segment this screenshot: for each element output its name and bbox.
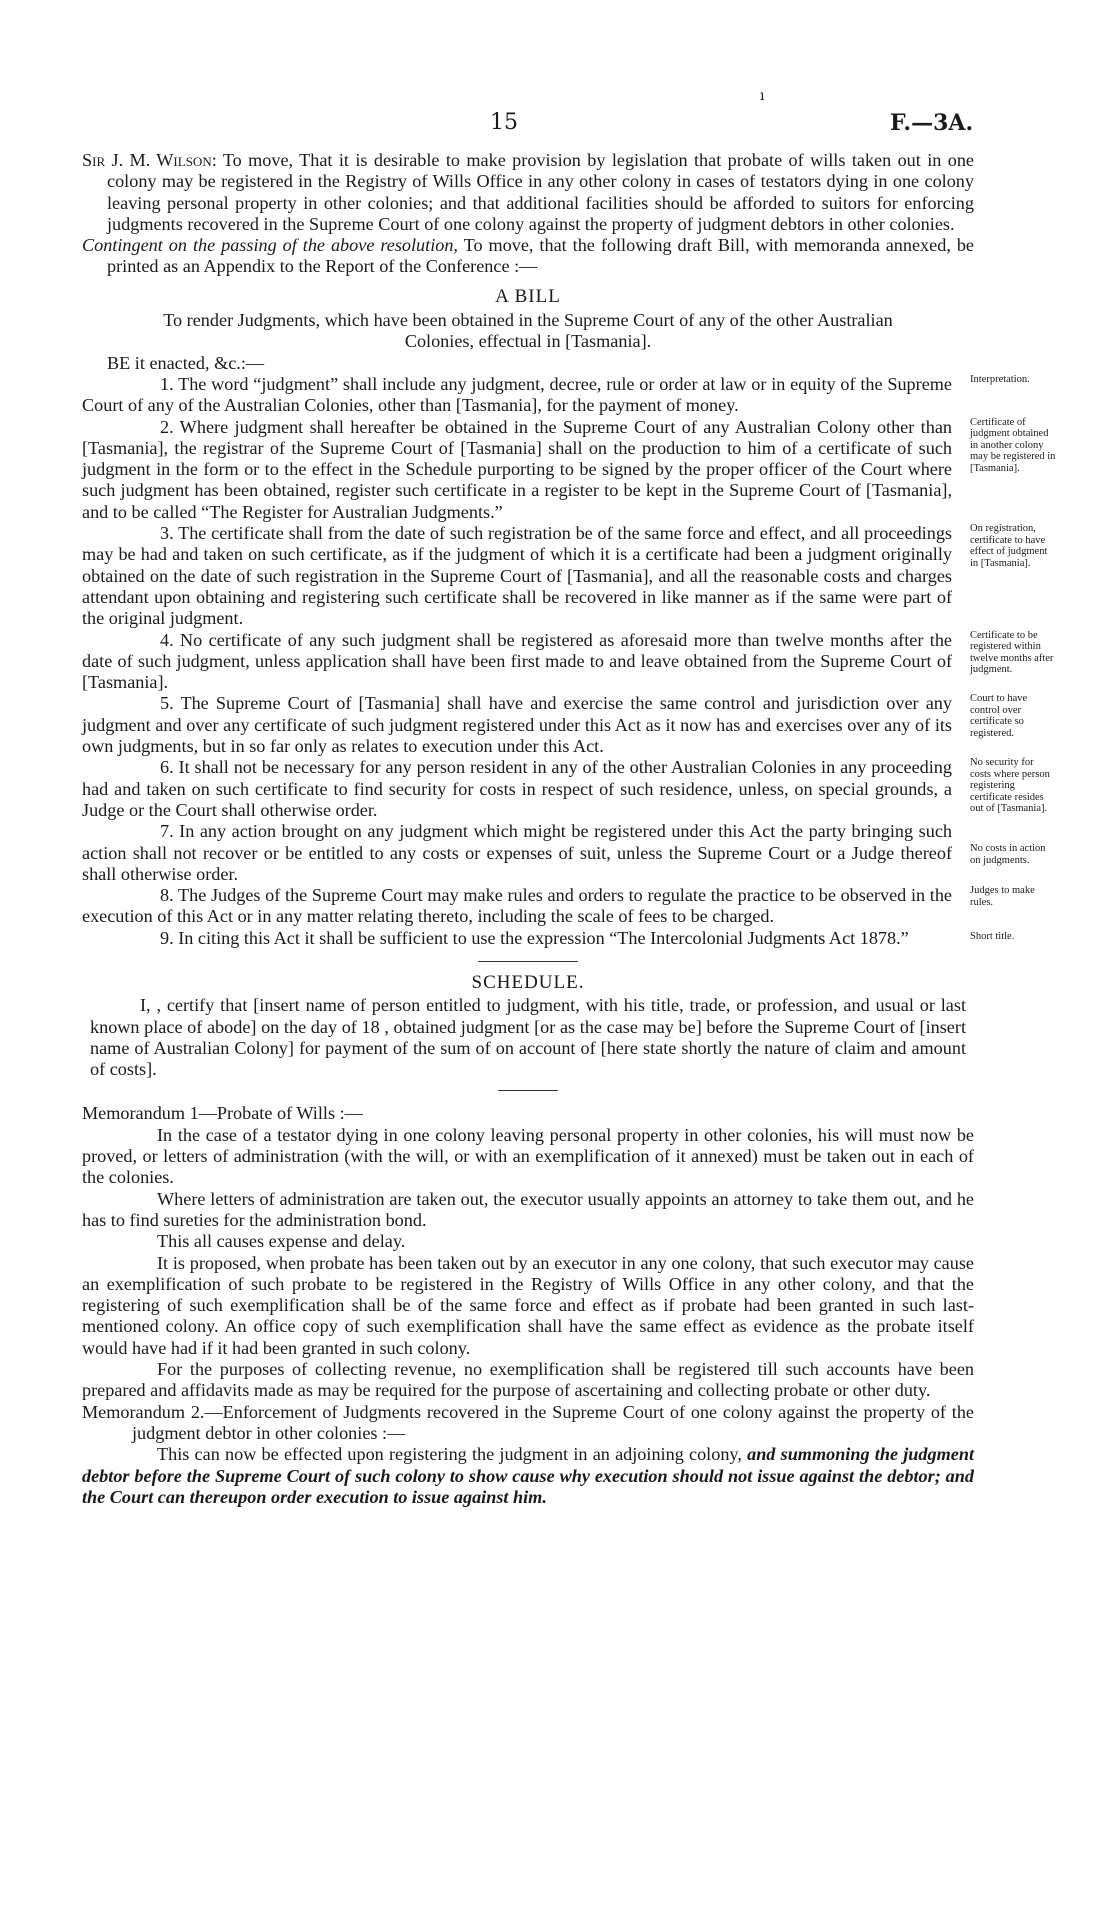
section-text: 3. The certificate shall from the date of such registration be of the same force and effect, and all proceedings may be had and taken on such certificate, as if the judgment of which it is a certificate had been a judgment originally obtained on the date of such registration in the Supreme Court of [Tasmania], and all the reasonable costs and charges attendant upon obtaining and registering such certificate shall be recovered in like manner as if the same were part of the original judgment. [82,523,952,629]
section-text: 7. In any action brought on any judgment which might be registered under this Act the party bringing such action shall not recover or be entitled to any costs or expenses of suit, unless the Supreme Court or a Judge thereof shall otherwise order. [82,821,952,884]
marginal-note: Court to have control over certificate so registered. [970,693,1028,739]
contingent-paragraph [82,235,974,278]
schedule-form: I, , certify that [insert name of person entitled to judgment, with his title, trade, or profession, and usual or last known place of abode] on the day of 18 , obtained judgment [or as the case may be] before the Supreme Court of [insert name of Australian Colony] for payment of the sum of on account of [here state shortly the nature of claim and amount of costs]. [90,995,966,1080]
bill-section [82,927,1015,949]
memo2-plain: This can now be effected upon registering the judgment in an adjoining colony, [157,1444,748,1465]
section-text: 4. No certificate of any such judgment shall be registered as aforesaid more than twelve months after the date of such judgment, unless application shall have been first made to and leave obtained from the Supreme Court of [Tasmania]. [82,629,952,693]
marginal-note: Judges to make rules. [970,885,1035,908]
section-text: 5. The Supreme Court of [Tasmania] shall have and exercise the same control and jurisdiction over any judgment and over any certificate of such judgment registered under this Act as it now has and exercises over any of its own judgments, but in so far only as relates to execution under this Act. [82,693,952,757]
memo2-paragraph [82,1444,974,1508]
memo2-heading: Memorandum 2.—Enforcement of Judgments recovered in the Supreme Court of one colony against the property of the judgment debtor in other colonies :— [82,1401,974,1443]
section-text: 6. It shall not be necessary for any person resident in any of the other Australian Colonies in any proceeding had and taken on such certificate to find security for costs in respect of such residence, unless, on special grounds, a Judge or the Court shall otherwise order. [82,757,952,820]
marginal-note: No costs in action on judgments. [970,843,1046,866]
motion-paragraph [82,150,974,235]
section-text: 8. The Judges of the Supreme Court may make rules and orders to regulate the practice to be observed in the execution of this Act or in any matter relating thereto, including the scale of fees to be charged. [82,885,952,927]
marginal-note: On registration, certificate to have effect of judgment in [Tasmania]. [970,523,1048,569]
memo1-heading: Memorandum 1—Probate of Wills :— [82,1103,363,1124]
bill-title: A BILL [495,285,561,307]
section-text: 9. In citing this Act it shall be sufficient to use the expression “The Intercolonial Judgments Act 1878.” [160,927,909,948]
bill-section [82,693,1028,757]
divider [498,1090,558,1091]
bill-subtitle: To render Judgments, which have been obtained in the Supreme Court of any of the other Australian Colonies, effectual in [Tasmania]. [163,310,893,352]
bill-section [82,373,1030,417]
divider [478,961,578,962]
document-body [82,150,1056,1508]
document-reference: F.—3A. [890,110,974,136]
enacting-clause: BE it enacted, &c.:— [107,352,265,373]
contingent-italic: Contingent on the passing of the above resolution, [82,235,458,256]
page-mark: ı [760,88,765,104]
memo1-paragraph: It is proposed, when probate has been taken out by an executor in any one colony, that such executor may cause an exemplification of such probate to be registered in the Registry of Wills Office in any other colony, and that the registering of such exemplification shall be of the same force and effect as if probate had been granted in such last-mentioned colony. An office copy of such exemplification shall have the same effect as evidence as the probate itself would have had if it had been granted in such colony. [82,1252,974,1358]
page-number: 15 [490,110,518,135]
bill-section [82,885,1035,928]
marginal-note: Interpretation. [970,373,1030,385]
section-text: 2. Where judgment shall hereafter be obtained in the Supreme Court of any Australian Colony other than [Tasmania], the registrar of the Supreme Court of [Tasmania] shall on the production to him of a certificate of such judgment in the form or to the effect in the Schedule purporting to be signed by the proper officer of the Court where such judgment has been obtained, register such certificate in a register to be kept in the Supreme Court of [Tasmania], and to be called “The Register for Australian Judgments.” [82,416,952,522]
motion-text: : To move, That it is desirable to make provision by legislation that probate of wills taken out in one colony may be registered in the Registry of Wills Office in any other colony in cases of testators dying in one colony leaving personal property in other colonies; and that additional facilities should be afforded to suitors for enforcing judgments recovered in the Supreme Court of one colony against the property of judgment debtors in other colonies. [107,150,974,234]
memo2-emphasis: and summoning the judgment debtor before the Supreme Court of such colony to show cause why execution should not issue against the debtor; and the Court can thereupon order execution to issue against him. [82,1444,974,1507]
memo1-paragraph: For the purposes of collecting revenue, no exemplification shall be registered till such accounts have been prepared and affidavits made as may be required for the purpose of ascertaining and collecting probate or other duty. [82,1359,974,1401]
marginal-note: Certificate of judgment obtained in another colony may be registered in [Tasmania]. [970,416,1056,474]
schedule-title: SCHEDULE. [471,971,585,993]
memo1-paragraph: Where letters of administration are taken out, the executor usually appoints an attorney to take them out, and he has to find sureties for the administration bond. [82,1188,974,1230]
marginal-note: Certificate to be registered within twelve months after judgment. [970,629,1054,676]
memo1-paragraph: In the case of a testator dying in one colony leaving personal property in other colonies, his will must now be proved, or letters of administration (with the will, or with an exemplification of it annexed) must be taken out in each of the colonies. [82,1124,974,1188]
bill-section [82,821,1046,885]
mover-name: Sir J. M. Wilson [82,150,212,170]
section-text: 1. The word “judgment” shall include any judgment, decree, rule or order at law or in equity of the Supreme Court of any of the Australian Colonies, other than [Tasmania], for the payment of money. [82,373,952,416]
bill-section [82,757,1050,821]
contingent-text: To move, that the following draft Bill, with memoranda annexed, be printed as an Appendix to the Report of the Conference :— [107,235,974,277]
marginal-note: No security for costs where person registering certificate resides out of [Tasmania]. [970,757,1050,815]
memo1-paragraph: This all causes expense and delay. [157,1231,406,1252]
bill-section [82,416,1056,523]
bill-section [82,629,1054,694]
marginal-note: Short title. [970,930,1015,942]
bill-section [82,523,1048,629]
